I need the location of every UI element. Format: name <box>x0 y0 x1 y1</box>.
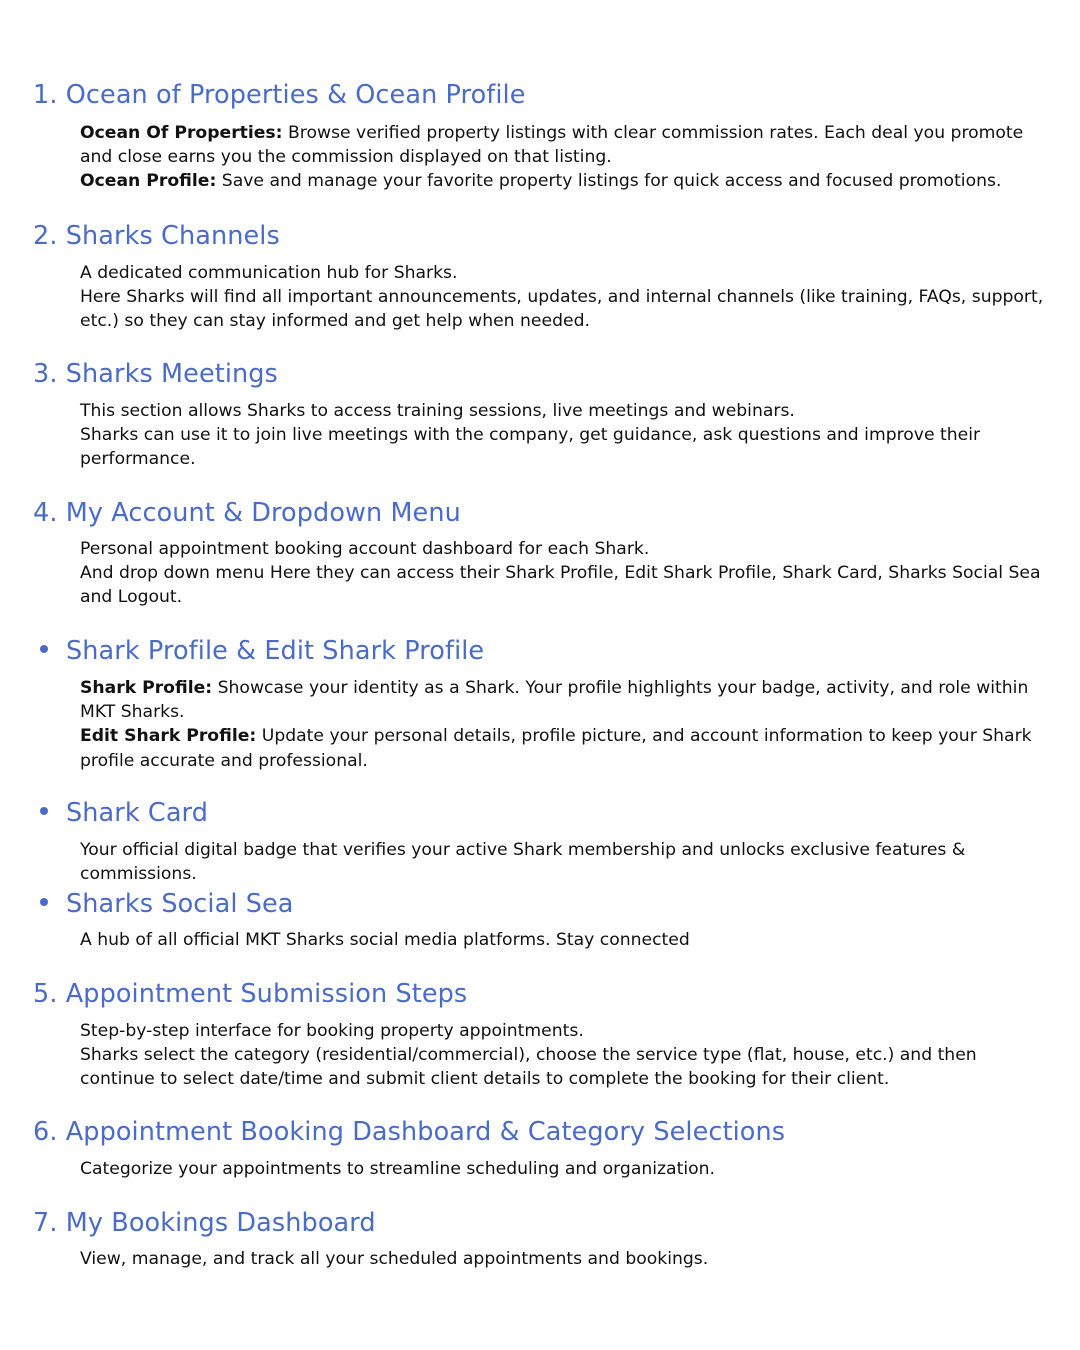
paragraph: Here Sharks will find all important announcements, updates, and internal channels (like training, FAQs, support, etc.) so they can stay informed and get help when needed. <box>80 287 1044 332</box>
paragraph: View, manage, and track all your scheduled appointments and bookings. <box>80 1249 709 1269</box>
subsection-title: Shark Profile & Edit Shark Profile <box>66 636 485 666</box>
paragraph: Categorize your appointments to streamline scheduling and organization. <box>80 1159 715 1179</box>
subsection-heading-sharks-social-sea <box>40 888 294 920</box>
section-heading-sharks-meetings: 3. Sharks Meetings <box>33 359 278 389</box>
paragraph: Step-by-step interface for booking property appointments. <box>80 1021 584 1041</box>
subsection-body-sharks-social-sea <box>80 928 1055 952</box>
section-body-my-account <box>80 537 1055 610</box>
bullet-icon <box>40 645 48 653</box>
subsection-body-shark-profile <box>80 676 1055 773</box>
term-label: Edit Shark Profile: <box>80 726 257 747</box>
paragraph <box>80 169 1055 193</box>
section-heading-appointment-submission: 5. Appointment Submission Steps <box>33 979 468 1009</box>
section-body-sharks-meetings <box>80 399 1055 472</box>
paragraph <box>80 121 1055 169</box>
subsection-heading-shark-card <box>40 797 208 829</box>
section-heading-my-bookings: 7. My Bookings Dashboard <box>33 1208 376 1238</box>
paragraph: Personal appointment booking account dashboard for each Shark. <box>80 539 650 559</box>
section-heading-my-account: 4. My Account & Dropdown Menu <box>33 498 461 528</box>
term-label: Shark Profile: <box>80 678 213 698</box>
section-heading-booking-dashboard: 6. Appointment Booking Dashboard & Category Selections <box>33 1117 786 1147</box>
paragraph: And drop down menu Here they can access their Shark Profile, Edit Shark Profile, Shark Card, Sharks Social Sea and Logout. <box>80 563 1041 608</box>
term-description: Update your personal details, profile picture, and account information to keep your Shark profile accurate and professional. <box>80 726 1032 771</box>
paragraph: Sharks select the category (residential/commercial), choose the service type (flat, house, etc.) and then continue to select date/time and submit client details to complete the booking for their client. <box>80 1045 977 1090</box>
term-description: Browse verified property listings with clear commission rates. Each deal you promote and close earns you the commission displayed on that listing. <box>80 123 1024 168</box>
subsection-body-shark-card <box>80 838 1055 886</box>
section-body-booking-dashboard <box>80 1157 1055 1181</box>
paragraph: Sharks can use it to join live meetings with the company, get guidance, ask questions and improve their performance. <box>80 425 981 470</box>
term-label: Ocean Of Properties: <box>80 123 283 143</box>
paragraph: Your official digital badge that verifies your active Shark membership and unlocks exclusive features & commissions. <box>80 840 966 885</box>
term-label: Ocean Profile: <box>80 171 217 192</box>
term-description: Save and manage your favorite property listings for quick access and focused promotions. <box>216 171 1002 192</box>
section-heading-ocean-of-properties: 1. Ocean of Properties & Ocean Profile <box>33 80 526 110</box>
section-body-sharks-channels <box>80 261 1055 334</box>
subsection-heading-shark-profile <box>40 635 484 667</box>
section-heading-sharks-channels: 2. Sharks Channels <box>33 221 280 251</box>
paragraph <box>80 724 1055 772</box>
paragraph <box>80 676 1055 724</box>
section-body-appointment-submission <box>80 1019 1055 1092</box>
bullet-icon <box>40 807 48 815</box>
term-description: Showcase your identity as a Shark. Your profile highlights your badge, activity, and role within MKT Sharks. <box>80 678 1029 723</box>
section-body-ocean-of-properties <box>80 121 1055 194</box>
paragraph: This section allows Sharks to access training sessions, live meetings and webinars. <box>80 401 795 421</box>
section-body-my-bookings <box>80 1247 1055 1271</box>
subsection-title: Shark Card <box>66 798 208 828</box>
paragraph: A hub of all official MKT Sharks social media platforms. Stay connected <box>80 930 690 950</box>
paragraph: A dedicated communication hub for Sharks. <box>80 263 458 283</box>
bullet-icon <box>40 898 48 906</box>
subsection-title: Sharks Social Sea <box>66 889 294 919</box>
